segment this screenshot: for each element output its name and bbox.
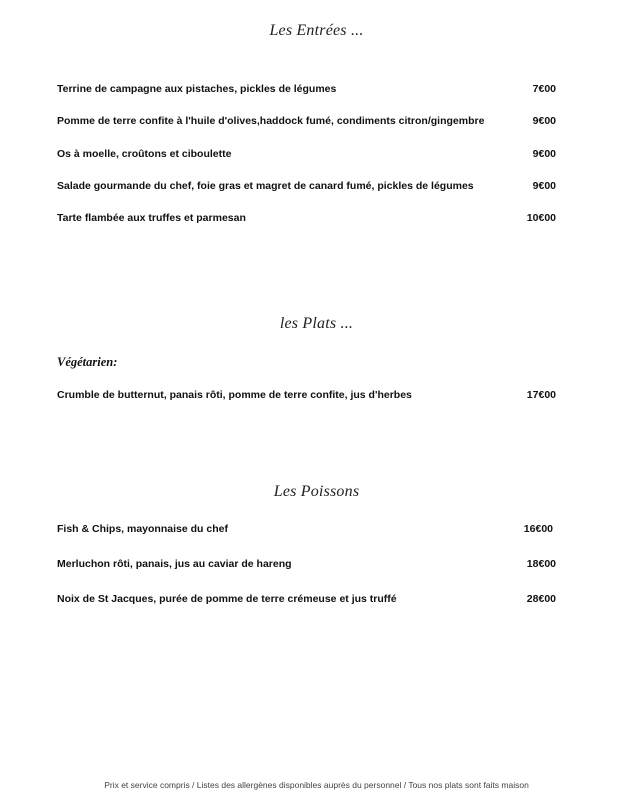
- dish-name: Salade gourmande du chef, foie gras et magret de canard fumé, pickles de légumes: [57, 180, 474, 192]
- menu-item-plat: [57, 389, 556, 405]
- menu-item-entree: [57, 115, 556, 131]
- dish-price: 17€00: [526, 389, 556, 401]
- dish-price: 9€00: [532, 148, 556, 160]
- dish-price: 9€00: [532, 180, 556, 192]
- menu-item-entree: [57, 212, 556, 228]
- dish-name: Fish & Chips, mayonnaise du chef: [57, 523, 228, 535]
- section-title-poissons: Les Poissons: [273, 483, 360, 500]
- subheading-vegetarien: Végétarien:: [57, 355, 118, 369]
- menu-item-entree: [57, 180, 556, 196]
- dish-name: Os à moelle, croûtons et ciboulette: [57, 148, 232, 160]
- dish-name: Merluchon rôti, panais, jus au caviar de hareng: [57, 558, 292, 570]
- dish-price: 16€00: [523, 523, 553, 535]
- section-title-plats: les Plats ...: [279, 315, 354, 332]
- dish-name: Noix de St Jacques, purée de pomme de terre crémeuse et jus truffé: [57, 593, 397, 605]
- dish-price: 9€00: [532, 115, 556, 127]
- dish-name: Tarte flambée aux truffes et parmesan: [57, 212, 246, 224]
- dish-name: Terrine de campagne aux pistaches, pickles de légumes: [57, 83, 337, 95]
- menu-item-poisson: [57, 558, 556, 574]
- menu-item-poisson: [57, 523, 556, 539]
- dish-name: Crumble de butternut, panais rôti, pomme de terre confite, jus d'herbes: [57, 389, 412, 401]
- dish-price: 10€00: [526, 212, 556, 224]
- menu-item-entree: [57, 83, 556, 99]
- footer-note: Prix et service compris / Listes des allergènes disponibles auprès du personnel / Tous nos plats sont faits maison: [104, 780, 529, 790]
- section-title-entrees: Les Entrées ...: [269, 22, 364, 39]
- dish-name: Pomme de terre confite à l'huile d'olives,haddock fumé, condiments citron/gingembre: [57, 115, 485, 127]
- dish-price: 18€00: [526, 558, 556, 570]
- menu-item-poisson: [57, 593, 556, 609]
- dish-price: 28€00: [526, 593, 556, 605]
- dish-price: 7€00: [532, 83, 556, 95]
- menu-item-entree: [57, 148, 556, 164]
